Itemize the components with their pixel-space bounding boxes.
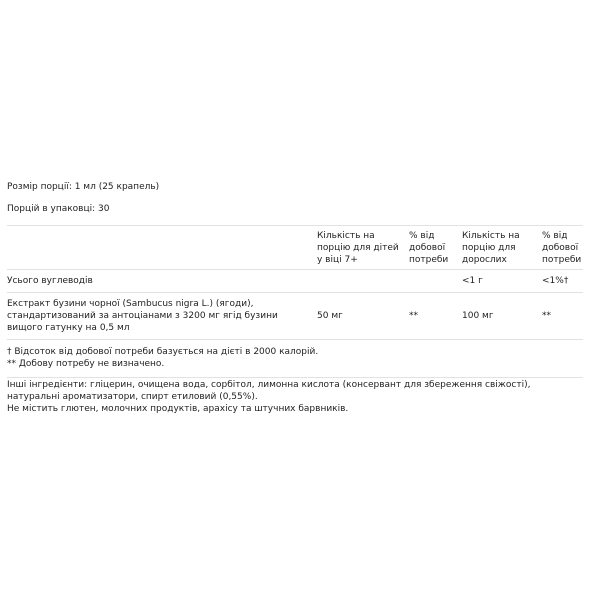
header-adult-amount: Кількість на порцію для дорослих — [462, 231, 520, 265]
adult-dv: ** — [542, 311, 551, 321]
footnote-dagger: † Відсоток від добової потреби базується на дієті в 2000 калорій. — [7, 347, 319, 357]
header-kids-amount: Кількість на порцію для дітей у віці 7+ — [317, 231, 399, 265]
header-kids-dv: % від добової потреби — [409, 231, 449, 265]
footnotes — [7, 346, 583, 378]
footnote-asterisk: ** Добову потребу не визначено. — [7, 359, 165, 369]
header-adult-dv: % від добової потреби — [542, 231, 582, 265]
kids-amount: 50 мг — [317, 311, 343, 321]
table-row — [7, 270, 583, 293]
adult-dv: <1%† — [542, 276, 569, 286]
adult-amount: <1 г — [462, 276, 483, 286]
allergen-free-statement: Не містить глютен, молочних продуктів, арахісу та штучних барвників. — [7, 404, 349, 414]
servings-per-container: Порцій в упаковці: 30 — [7, 204, 110, 214]
serving-size: Розмір порції: 1 мл (25 крапель) — [7, 182, 160, 192]
table-header-row — [7, 226, 583, 270]
other-ingredients-block — [7, 379, 583, 415]
nutrient-name: Усього вуглеводів — [7, 276, 93, 286]
table-row — [7, 293, 583, 340]
kids-dv: ** — [409, 311, 418, 321]
other-ingredients: Інші інгредієнти: гліцерин, очищена вода, сорбітол, лимонна кислота (консервант для збереження свіжості), натуральні ароматизатори, спирт етиловий (0,55%). — [7, 380, 531, 402]
adult-amount: 100 мг — [462, 311, 494, 321]
nutrient-name: Екстракт бузини чорної (Sambucus nigra L.) (ягоди), стандартизований за антоціанами з 3200 мг ягід бузини вищого гатунку на 0,5 мл — [7, 299, 278, 333]
facts-table — [7, 225, 583, 340]
